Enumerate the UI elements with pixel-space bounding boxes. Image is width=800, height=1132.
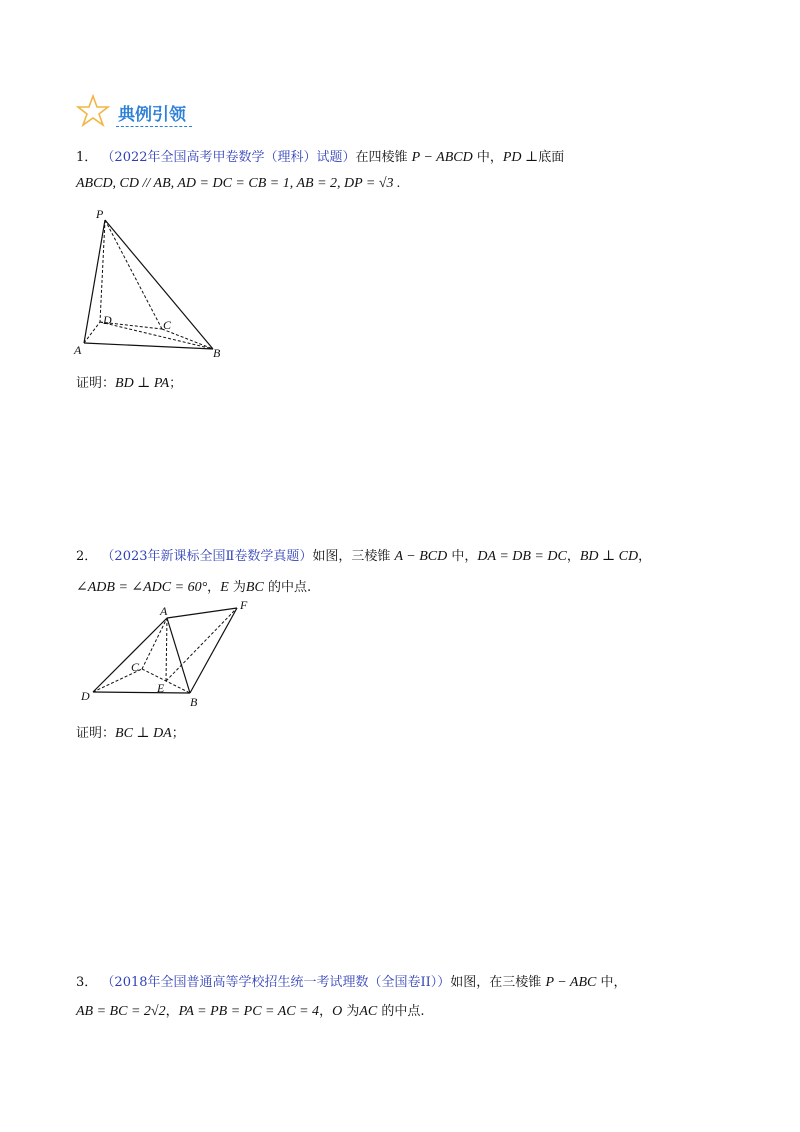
problem-text: ， (638, 549, 652, 564)
problem-number: 1． (76, 150, 98, 165)
problem-number: 3． (76, 975, 98, 990)
problem-math: AB = BC = 2√2 (76, 1004, 166, 1019)
label-B: B (213, 346, 221, 360)
problem-math: A − BCD (394, 549, 448, 564)
problem-math: O (332, 1004, 343, 1019)
problem-text: 中， (600, 975, 627, 990)
problem-text: 中， (476, 150, 503, 165)
problem-math: ∠ADB = ∠ADC = 60° (76, 580, 208, 595)
problem-2-figure (76, 598, 266, 710)
problem-text: 如图，三棱锥 (312, 549, 391, 564)
problem-2-line-2 (76, 576, 311, 596)
problem-number: 2． (76, 549, 98, 564)
problem-1-line-2: ABCD, CD // AB, AD = DC = CB = 1, AB = 2, DP = √3 . (76, 176, 401, 191)
problem-text: ， (165, 1004, 179, 1019)
problem-math: DA = DB = DC (477, 549, 567, 564)
prove-label: 证明： (76, 376, 116, 391)
prove-end: ； (171, 726, 185, 741)
problem-3-line-1 (76, 971, 627, 991)
problem-1-figure (72, 205, 232, 365)
problem-source: （2018年全国普通高等学校招生统一考试理数（全国卷II）） (101, 975, 451, 990)
problem-math: E (220, 580, 229, 595)
prove-label: 证明： (76, 726, 116, 741)
problem-text: ， (566, 549, 580, 564)
label-C: C (131, 660, 140, 674)
problem-text: ， (207, 580, 221, 595)
problem-text: 的中点. (267, 580, 312, 595)
problem-text: 的中点. (381, 1004, 425, 1019)
prove-end: ； (169, 376, 183, 391)
prove-math: BC ⊥ DA (115, 726, 172, 741)
problem-math: BD ⊥ CD (579, 549, 639, 564)
problem-math: AC (359, 1004, 378, 1019)
label-B: B (190, 695, 198, 709)
problem-3-line-2 (76, 1000, 425, 1020)
label-A: A (74, 343, 82, 357)
problem-text: 中， (451, 549, 478, 564)
problem-math: PD ⊥ (502, 150, 539, 165)
problem-text: 底面 (538, 150, 565, 165)
problem-1-line-1 (76, 146, 564, 166)
problem-text: 在四棱锥 (355, 150, 408, 165)
problem-text: 为 (346, 1004, 360, 1019)
problem-math: P − ABCD (411, 150, 473, 165)
label-A: A (160, 604, 168, 618)
label-P: P (96, 207, 104, 221)
problem-math: BC (245, 580, 264, 595)
problem-2-line-1 (76, 545, 651, 565)
problem-2-prove (76, 722, 185, 742)
problem-math: PA = PB = PC = AC = 4 (178, 1004, 320, 1019)
label-D: D (103, 313, 112, 327)
label-E: E (157, 681, 165, 695)
label-D: D (81, 689, 90, 703)
problem-text: 为 (232, 580, 246, 595)
label-C: C (163, 318, 172, 332)
label-F: F (240, 598, 248, 612)
problem-text: ， (319, 1004, 333, 1019)
problem-source: （2022年全国高考甲卷数学（理科）试题） (101, 150, 356, 165)
problem-1-prove (76, 372, 182, 392)
section-underline (116, 126, 192, 127)
star-icon (76, 94, 110, 128)
problem-math: P − ABC (545, 975, 597, 990)
section-title: 典例引领 (118, 105, 186, 125)
prove-math: BD ⊥ PA (115, 376, 170, 391)
problem-text: 如图，在三棱锥 (450, 975, 542, 990)
problem-source: （2023年新课标全国Ⅱ卷数学真题） (101, 549, 313, 564)
